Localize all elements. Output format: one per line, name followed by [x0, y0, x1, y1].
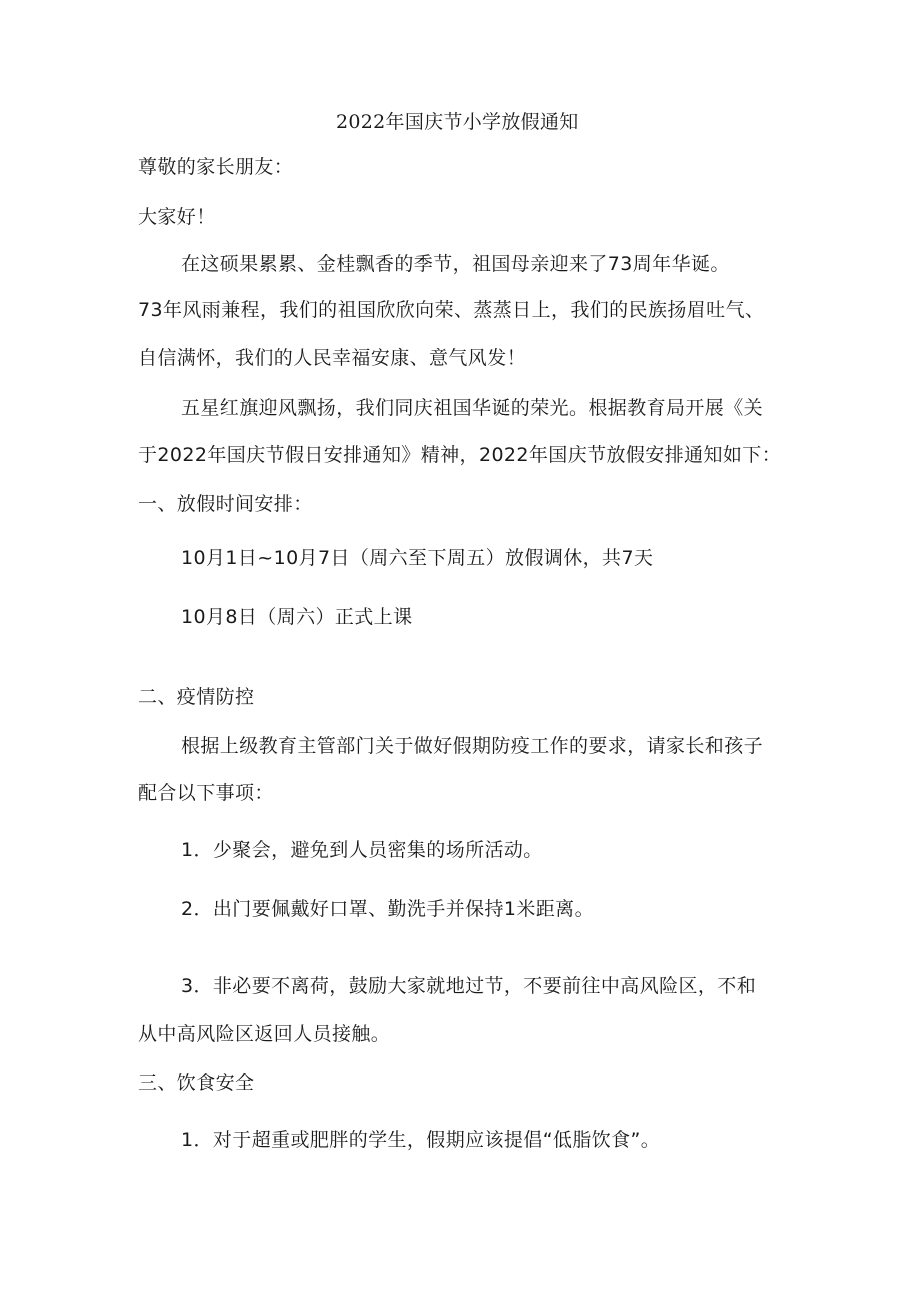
holiday-period-item: 10月1日~10月7日（周六至下周五）放假调休，共7天 — [181, 547, 654, 569]
epidemic-item-2: 2．出门要佩戴好口罩、勤洗手并保持1米距离。 — [181, 898, 594, 920]
section-2-paragraph-line-2: 配合以下事项： — [138, 782, 274, 804]
intro-line-1: 在这硕果累累、金桂飘香的季节，祖国母亲迎来了73周年华诞。 — [181, 253, 730, 275]
class-resume-item: 10月8日（周六）正式上课 — [181, 606, 413, 628]
section-3-heading: 三、饮食安全 — [138, 1072, 255, 1094]
section-2-paragraph-line-1: 根据上级教育主管部门关于做好假期防疫工作的要求，请家长和孩子 — [181, 735, 764, 757]
document-title: 2022年国庆节小学放假通知 — [336, 111, 579, 133]
intro-line-5: 于2022年国庆节假日安排通知》精神，2022年国庆节放假安排通知如下： — [138, 444, 782, 466]
intro-line-2: 73年风雨兼程，我们的祖国欣欣向荣、蒸蒸日上，我们的民族扬眉吐气、 — [138, 299, 765, 321]
section-2-heading: 二、疫情防控 — [138, 686, 255, 708]
salutation: 尊敬的家长朋友： — [138, 156, 294, 178]
epidemic-item-3-line-1: 3．非必要不离荷，鼓励大家就地过节，不要前往中高风险区，不和 — [181, 975, 757, 997]
epidemic-item-1: 1．少聚会，避免到人员密集的场所活动。 — [181, 839, 543, 861]
diet-item-1: 1．对于超重或肥胖的学生，假期应该提倡“低脂饮食”。 — [181, 1129, 661, 1151]
section-1-heading: 一、放假时间安排： — [138, 493, 313, 515]
epidemic-item-3-line-2: 从中高风险区返回人员接触。 — [138, 1023, 391, 1045]
intro-line-4: 五星红旗迎风飘扬，我们同庆祖国华诞的荣光。根据教育局开展《关 — [181, 397, 764, 419]
greeting: 大家好！ — [138, 206, 216, 228]
intro-line-3: 自信满怀，我们的人民幸福安康、意气风发！ — [138, 347, 527, 369]
